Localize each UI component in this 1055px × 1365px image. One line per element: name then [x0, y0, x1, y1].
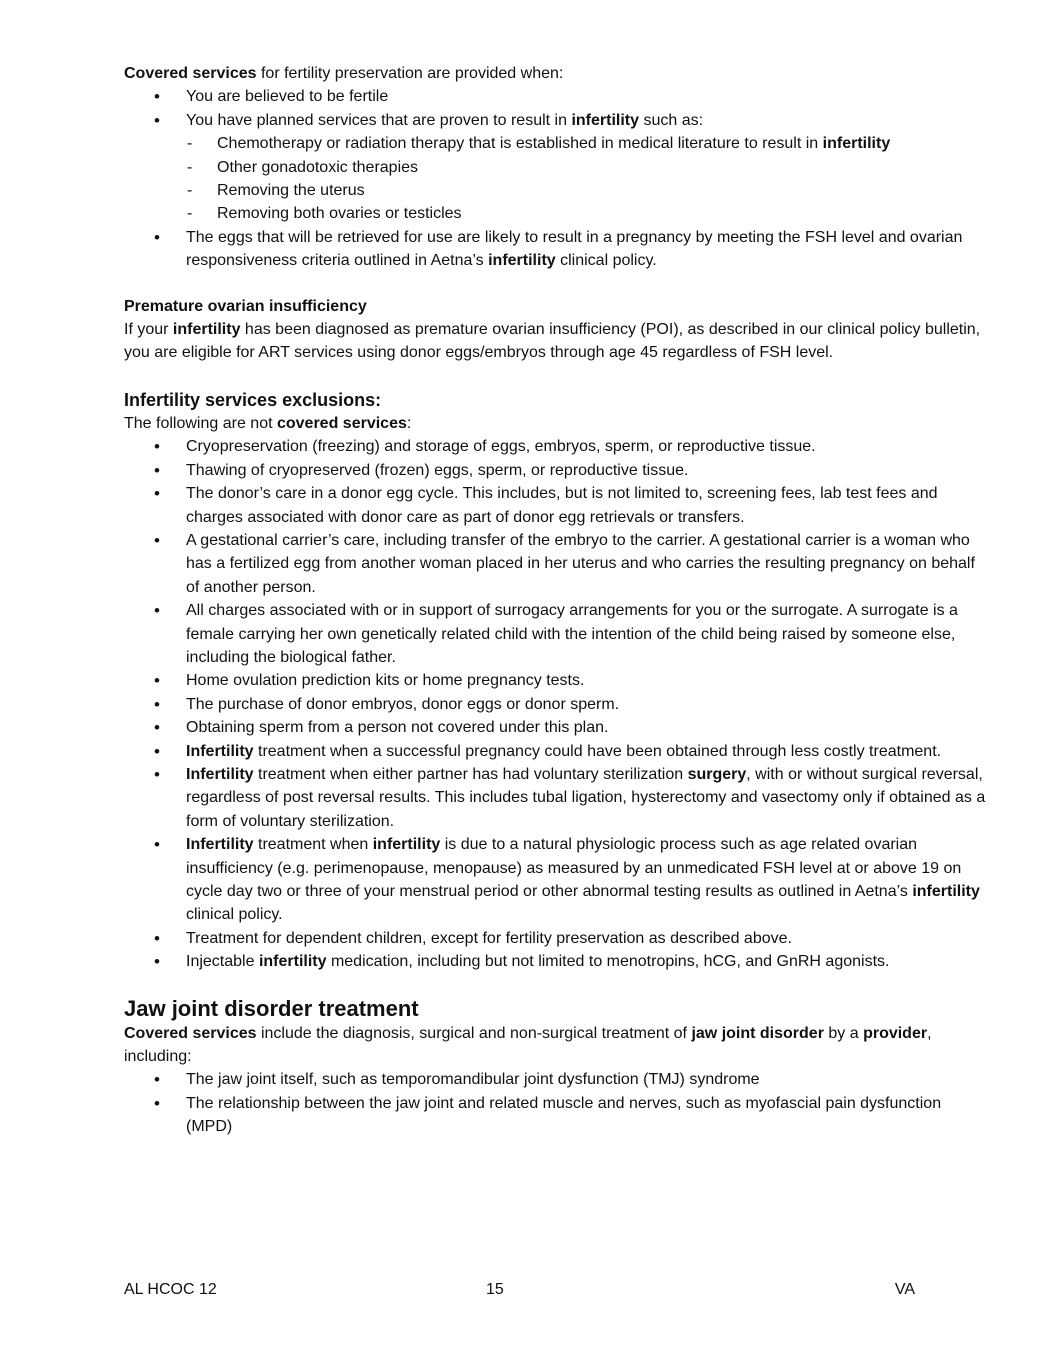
infertility-causes-sublist [124, 132, 990, 226]
list-item: • The eggs that will be retrieved for use are likely to result in a pregnancy by meeting the FSH level and ovarian responsiveness criteria outlined in Aetna’s infertility clinical policy. [124, 226, 990, 273]
spacer [124, 974, 990, 996]
sub-list-item: - Removing both ovaries or testicles [124, 202, 990, 225]
jaw-list [124, 1068, 990, 1138]
list-item: • Cryopreservation (freezing) and storage of eggs, embryos, sperm, or reproductive tissue. [124, 435, 990, 458]
list-item: • Obtaining sperm from a person not covered under this plan. [124, 716, 990, 739]
exclusions-intro: The following are not covered services: [124, 414, 412, 432]
sub-list-item: - Removing the uterus [124, 179, 990, 202]
spacer [124, 365, 990, 389]
footer-state: VA [894, 1281, 915, 1298]
fertility-intro: Covered services for fertility preservation are provided when: [124, 65, 564, 82]
document-body [124, 62, 990, 1139]
sub-list-item: - Chemotherapy or radiation therapy that is established in medical literature to result in infertility [124, 132, 990, 155]
spacer [124, 273, 990, 295]
list-item: • You have planned services that are proven to result in infertility such as: [124, 109, 990, 132]
list-item: • Home ovulation prediction kits or home pregnancy tests. [124, 669, 990, 692]
jaw-heading: Jaw joint disorder treatment [124, 995, 419, 1021]
poi-heading: Premature ovarian insufficiency [124, 297, 367, 315]
list-item: • Treatment for dependent children, except for fertility preservation as described above. [124, 927, 990, 950]
poi-paragraph: If your infertility has been diagnosed as premature ovarian insufficiency (POI), as described in our clinical policy bulletin, you are eligible for ART services using donor eggs/embryos through age 45 regardless of FSH level. [124, 321, 981, 362]
footer-plan-code: AL HCOC 12 [124, 1281, 217, 1298]
jaw-paragraph: Covered services include the diagnosis, surgical and non-surgical treatment of jaw joint disorder by a provider, including: [124, 1024, 932, 1066]
list-item: • You are believed to be fertile [124, 85, 990, 108]
list-item: • Infertility treatment when a successful pregnancy could have been obtained through less costly treatment. [124, 740, 990, 763]
exclusions-heading: Infertility services exclusions: [124, 389, 382, 410]
list-item: • Infertility treatment when infertility is due to a natural physiologic process such as age related ovarian insufficiency (e.g. perimenopause, menopause) as measured by an unmedicated FSH level at or above 19 on cycle day two or three of your menstrual period or other abnormal testing results as outlined in Aetna’s infertility clinical policy. [124, 833, 990, 927]
exclusions-list [124, 435, 990, 973]
list-item: • All charges associated with or in support of surrogacy arrangements for you or the surrogate. A surrogate is a female carrying her own genetically related child with the intention of the child being raised by someone else, including the biological father. [124, 599, 990, 669]
list-item: • The donor’s care in a donor egg cycle. This includes, but is not limited to, screening fees, lab test fees and charges associated with donor care as part of donor egg retrievals or transfers. [124, 482, 990, 529]
list-item: • A gestational carrier’s care, including transfer of the embryo to the carrier. A gestational carrier is a woman who has a fertilized egg from another woman placed in her uterus and who carries the resulting pregnancy on behalf of another person. [124, 529, 990, 599]
list-item: • The jaw joint itself, such as temporomandibular joint dysfunction (TMJ) syndrome [124, 1068, 990, 1091]
sub-list-item: - Other gonadotoxic therapies [124, 156, 990, 179]
page-footer [124, 1281, 915, 1303]
footer-page-number: 15 [486, 1281, 504, 1298]
list-item: • The relationship between the jaw joint and related muscle and nerves, such as myofascial pain dysfunction (MPD) [124, 1092, 990, 1139]
list-item: • Infertility treatment when either partner has had voluntary sterilization surgery, with or without surgical reversal, regardless of post reversal results. This includes tubal ligation, hysterectomy and vasectomy only if obtained as a form of voluntary sterilization. [124, 763, 990, 833]
list-item: • Thawing of cryopreserved (frozen) eggs, sperm, or reproductive tissue. [124, 459, 990, 482]
list-item: • Injectable infertility medication, including but not limited to menotropins, hCG, and GnRH agonists. [124, 950, 990, 973]
fertility-conditions-list-cont [124, 226, 990, 273]
fertility-conditions-list [124, 85, 990, 132]
list-item: • The purchase of donor embryos, donor eggs or donor sperm. [124, 693, 990, 716]
